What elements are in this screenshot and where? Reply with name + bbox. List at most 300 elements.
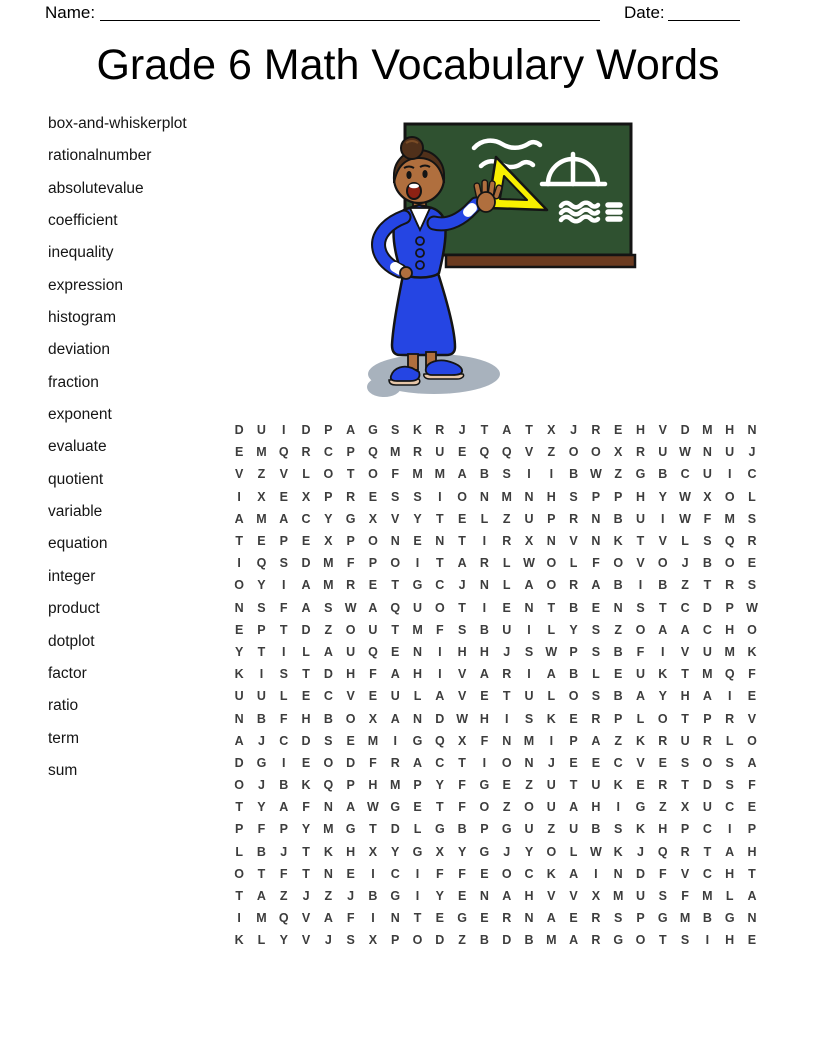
grid-letter: K	[613, 534, 623, 549]
grid-letter: P	[346, 534, 355, 549]
grid-letter: A	[546, 667, 556, 682]
grid-letter: M	[256, 445, 267, 460]
grid-letter: S	[725, 755, 734, 770]
grid-letter: A	[279, 800, 289, 815]
grid-letter: A	[457, 467, 467, 482]
grid-letter: T	[235, 889, 243, 904]
grid-letter: O	[412, 933, 423, 948]
grid-letter: T	[547, 600, 556, 615]
grid-letter: Y	[234, 644, 244, 659]
grid-letter: G	[724, 911, 735, 926]
grid-letter: A	[279, 511, 289, 526]
grid-letter: O	[747, 733, 757, 748]
grid-letter: O	[501, 866, 512, 881]
grid-letter: Y	[658, 489, 667, 504]
grid-letter: H	[591, 800, 601, 815]
grid-letter: B	[569, 600, 579, 615]
grid-letter: N	[524, 489, 534, 504]
grid-letter: U	[256, 423, 266, 438]
grid-letter: P	[279, 822, 288, 837]
grid-letter: R	[301, 445, 311, 460]
grid-letter: N	[524, 755, 534, 770]
grid-letter: F	[346, 911, 355, 926]
grid-letter: S	[591, 689, 601, 704]
word-list-item: integer	[48, 567, 96, 585]
grid-letter: S	[324, 733, 333, 748]
grid-letter: O	[524, 800, 534, 815]
grid-letter: U	[346, 644, 356, 659]
grid-letter: J	[547, 755, 555, 770]
page-title: Grade 6 Math Vocabulary Words	[96, 41, 720, 89]
grid-letter: E	[569, 911, 578, 926]
grid-letter: I	[549, 733, 554, 748]
grid-letter: E	[234, 622, 244, 637]
grid-letter: Q	[501, 445, 512, 460]
grid-letter: H	[725, 622, 735, 637]
grid-letter: B	[613, 511, 623, 526]
grid-letter: K	[546, 711, 556, 726]
word-list-item: equation	[48, 535, 108, 553]
grid-letter: R	[346, 489, 356, 504]
grid-letter: G	[390, 800, 401, 815]
grid-letter: L	[725, 733, 734, 748]
grid-letter: I	[527, 622, 531, 637]
grid-letter: H	[635, 489, 645, 504]
grid-letter: B	[613, 644, 623, 659]
grid-letter: R	[435, 423, 445, 438]
grid-letter: P	[346, 778, 355, 793]
grid-letter: R	[591, 423, 601, 438]
grid-letter: V	[658, 534, 667, 549]
grid-letter: C	[702, 622, 712, 637]
grid-letter: C	[390, 866, 400, 881]
grid-letter: G	[256, 755, 267, 770]
grid-letter: H	[368, 778, 378, 793]
grid-letter: B	[702, 556, 712, 571]
grid-letter: Z	[614, 733, 623, 748]
grid-letter: K	[234, 667, 244, 682]
grid-letter: I	[282, 644, 286, 659]
grid-letter: T	[636, 534, 645, 549]
teacher-chalkboard-illustration	[362, 113, 648, 405]
grid-letter: O	[390, 556, 401, 571]
grid-letter: S	[680, 755, 690, 770]
grid-letter: W	[679, 489, 691, 504]
grid-letter: T	[502, 689, 511, 704]
grid-letter: I	[259, 667, 264, 682]
grid-letter: D	[702, 778, 712, 793]
grid-letter: W	[344, 600, 357, 615]
grid-letter: S	[569, 489, 578, 504]
grid-letter: Z	[279, 889, 288, 904]
word-list-item: rationalnumber	[48, 147, 152, 165]
word-list-item: sum	[48, 761, 78, 779]
grid-letter: P	[703, 711, 712, 726]
grid-letter: O	[546, 556, 557, 571]
grid-letter: A	[323, 911, 333, 926]
grid-letter: M	[390, 445, 401, 460]
grid-letter: I	[727, 467, 732, 482]
date-label: Date:	[624, 3, 665, 22]
grid-letter: G	[635, 800, 646, 815]
grid-letter: F	[279, 866, 288, 881]
grid-letter: G	[412, 578, 423, 593]
grid-letter: I	[661, 511, 665, 526]
grid-letter: B	[479, 467, 489, 482]
grid-letter: I	[371, 911, 375, 926]
grid-letter: U	[256, 689, 266, 704]
grid-letter: U	[702, 644, 712, 659]
grid-letter: A	[479, 667, 489, 682]
grid-letter: U	[725, 445, 735, 460]
grid-letter: W	[589, 467, 602, 482]
grid-letter: G	[613, 933, 624, 948]
grid-letter: T	[257, 866, 266, 881]
grid-letter: I	[482, 534, 487, 549]
grid-letter: Z	[502, 800, 511, 815]
grid-letter: D	[390, 822, 400, 837]
grid-letter: I	[393, 733, 397, 748]
grid-letter: T	[369, 822, 377, 837]
grid-letter: P	[614, 711, 623, 726]
grid-letter: M	[612, 889, 624, 904]
grid-letter: S	[524, 711, 534, 726]
grid-letter: K	[613, 844, 623, 859]
grid-letter: O	[724, 489, 735, 504]
grid-letter: Y	[257, 578, 266, 593]
word-list-item: product	[48, 600, 100, 618]
grid-letter: A	[635, 689, 645, 704]
grid-letter: M	[501, 489, 512, 504]
grid-letter: K	[635, 822, 645, 837]
grid-letter: L	[569, 844, 578, 859]
grid-letter: E	[346, 866, 355, 881]
grid-letter: I	[371, 866, 375, 881]
word-list-item: quotient	[48, 470, 104, 488]
grid-letter: N	[234, 711, 244, 726]
grid-letter: T	[681, 778, 689, 793]
grid-letter: V	[569, 889, 578, 904]
grid-letter: V	[547, 889, 556, 904]
grid-letter: B	[457, 822, 467, 837]
grid-letter: B	[479, 933, 489, 948]
grid-letter: D	[234, 755, 244, 770]
grid-letter: D	[435, 933, 445, 948]
grid-letter: T	[458, 755, 466, 770]
grid-letter: A	[569, 866, 579, 881]
grid-letter: N	[747, 911, 757, 926]
grid-letter: V	[279, 467, 288, 482]
grid-letter: F	[636, 644, 645, 659]
grid-letter: V	[680, 644, 690, 659]
grid-letter: S	[725, 778, 734, 793]
grid-letter: E	[391, 644, 400, 659]
grid-letter: C	[702, 866, 712, 881]
grid-letter: I	[237, 911, 241, 926]
grid-letter: R	[680, 844, 690, 859]
grid-letter: E	[413, 800, 422, 815]
grid-letter: N	[323, 800, 333, 815]
grid-letter: X	[324, 534, 333, 549]
grid-letter: X	[457, 733, 467, 748]
grid-letter: A	[390, 667, 400, 682]
grid-letter: C	[680, 467, 690, 482]
grid-letter: R	[591, 911, 601, 926]
grid-letter: A	[502, 423, 512, 438]
grid-letter: Q	[368, 644, 378, 659]
grid-letter: T	[279, 622, 288, 637]
grid-letter: A	[569, 800, 579, 815]
grid-letter: L	[302, 467, 310, 482]
grid-letter: X	[368, 711, 378, 726]
grid-letter: T	[391, 578, 400, 593]
grid-letter: V	[636, 556, 645, 571]
grid-letter: A	[747, 889, 757, 904]
grid-letter: U	[546, 800, 556, 815]
chalk-wavy-lines	[561, 203, 620, 222]
grid-letter: G	[412, 733, 423, 748]
grid-letter: T	[302, 667, 310, 682]
grid-letter: N	[479, 489, 489, 504]
grid-letter: N	[591, 534, 601, 549]
grid-letter: F	[703, 511, 712, 526]
grid-letter: H	[658, 822, 668, 837]
grid-letter: L	[502, 578, 511, 593]
grid-letter: X	[591, 889, 601, 904]
grid-letter: Q	[368, 445, 378, 460]
grid-letter: M	[323, 556, 334, 571]
word-list-item: deviation	[48, 341, 111, 359]
grid-letter: I	[727, 822, 732, 837]
word-list-item: factor	[48, 664, 87, 682]
grid-letter: N	[546, 534, 556, 549]
grid-letter: M	[256, 911, 267, 926]
grid-letter: J	[324, 933, 332, 948]
grid-letter: E	[636, 778, 645, 793]
grid-letter: G	[390, 889, 401, 904]
grid-letter: O	[635, 933, 646, 948]
grid-letter: H	[346, 844, 356, 859]
grid-letter: Y	[435, 889, 444, 904]
grid-letter: E	[614, 667, 623, 682]
grid-letter: B	[591, 822, 601, 837]
grid-letter: Q	[390, 600, 401, 615]
grid-letter: F	[436, 622, 444, 637]
grid-letter: F	[257, 822, 266, 837]
grid-letter: R	[591, 711, 601, 726]
grid-letter: F	[748, 667, 756, 682]
grid-letter: G	[412, 844, 423, 859]
grid-letter: F	[658, 866, 667, 881]
grid-letter: X	[368, 511, 378, 526]
grid-letter: T	[681, 667, 689, 682]
grid-letter: A	[234, 733, 244, 748]
grid-letter: J	[302, 889, 310, 904]
grid-letter: H	[346, 667, 356, 682]
grid-letter: R	[479, 556, 489, 571]
grid-letter: Q	[479, 445, 490, 460]
chalk-tray-shape	[446, 255, 635, 267]
grid-letter: U	[524, 511, 534, 526]
grid-letter: E	[234, 445, 244, 460]
grid-letter: V	[301, 933, 311, 948]
grid-letter: E	[569, 755, 578, 770]
grid-letter: F	[480, 733, 489, 748]
grid-letter: Y	[457, 844, 467, 859]
grid-letter: R	[725, 711, 735, 726]
grid-letter: T	[436, 800, 444, 815]
grid-letter: L	[279, 689, 288, 704]
grid-letter: O	[702, 755, 713, 770]
grid-letter: P	[547, 511, 556, 526]
grid-letter: E	[257, 534, 266, 549]
grid-letter: I	[616, 800, 620, 815]
word-list-item: absolutevalue	[48, 179, 144, 197]
grid-letter: M	[323, 578, 334, 593]
grid-letter: W	[545, 644, 558, 659]
grid-letter: X	[680, 800, 690, 815]
grid-letter: A	[301, 600, 311, 615]
grid-letter: X	[301, 489, 311, 504]
grid-letter: D	[323, 667, 333, 682]
grid-letter: R	[569, 511, 579, 526]
grid-letter: K	[613, 778, 623, 793]
grid-letter: U	[635, 889, 645, 904]
grid-letter: V	[524, 445, 534, 460]
grid-letter: C	[435, 755, 445, 770]
grid-letter: L	[302, 644, 310, 659]
grid-letter: F	[346, 556, 355, 571]
grid-letter: A	[457, 556, 467, 571]
grid-letter: R	[569, 578, 579, 593]
grid-letter: A	[680, 622, 690, 637]
grid-letter: R	[390, 755, 400, 770]
grid-letter: L	[235, 844, 243, 859]
grid-letter: K	[301, 778, 311, 793]
grid-letter: A	[502, 889, 512, 904]
grid-letter: Z	[324, 622, 333, 637]
grid-letter: S	[279, 667, 288, 682]
grid-letter: G	[345, 511, 356, 526]
grid-letter: I	[415, 556, 420, 571]
grid-letter: W	[679, 511, 691, 526]
grid-letter: M	[679, 911, 691, 926]
grid-letter: V	[680, 866, 690, 881]
grid-letter: E	[301, 755, 311, 770]
grid-letter: I	[594, 866, 598, 881]
grid-letter: H	[546, 489, 556, 504]
grid-letter: J	[257, 733, 265, 748]
grid-letter: U	[702, 800, 712, 815]
grid-letter: C	[524, 866, 534, 881]
grid-letter: O	[724, 556, 735, 571]
grid-letter: O	[368, 534, 378, 549]
grid-letter: A	[747, 755, 757, 770]
grid-letter: A	[591, 578, 601, 593]
grid-letter: L	[569, 556, 578, 571]
grid-letter: T	[525, 423, 533, 438]
grid-letter: D	[234, 423, 244, 438]
grid-letter: I	[527, 667, 531, 682]
grid-letter: O	[546, 578, 557, 593]
grid-letter: T	[458, 600, 466, 615]
grid-letter: A	[435, 689, 445, 704]
grid-letter: U	[546, 778, 556, 793]
grid-letter: L	[502, 556, 511, 571]
grid-letter: K	[413, 423, 423, 438]
word-list-item: coefficient	[48, 212, 118, 230]
grid-letter: X	[435, 844, 444, 859]
grid-letter: P	[391, 933, 400, 948]
grid-letter: E	[368, 489, 378, 504]
grid-letter: N	[702, 445, 712, 460]
grid-letter: I	[282, 423, 286, 438]
grid-letter: A	[546, 911, 556, 926]
grid-letter: U	[390, 689, 400, 704]
grid-letter: N	[524, 600, 534, 615]
grid-letter: X	[703, 489, 712, 504]
grid-letter: L	[257, 933, 266, 948]
grid-letter: O	[234, 778, 245, 793]
grid-letter: B	[256, 844, 266, 859]
grid-letter: D	[301, 622, 311, 637]
grid-letter: G	[501, 822, 512, 837]
grid-letter: E	[301, 534, 311, 549]
word-list-item: ratio	[48, 697, 79, 715]
grid-letter: B	[279, 778, 289, 793]
grid-letter: E	[457, 511, 467, 526]
grid-letter: Y	[435, 778, 444, 793]
grid-letter: V	[747, 711, 757, 726]
grid-letter: H	[479, 644, 489, 659]
grid-letter: L	[725, 889, 734, 904]
grid-letter: S	[502, 467, 511, 482]
grid-letter: E	[658, 755, 667, 770]
grid-letter: H	[725, 933, 735, 948]
grid-letter: I	[438, 644, 442, 659]
grid-letter: I	[482, 600, 487, 615]
grid-letter: G	[345, 822, 356, 837]
grid-letter: U	[591, 778, 601, 793]
grid-letter: U	[702, 467, 712, 482]
grid-letter: C	[702, 822, 712, 837]
grid-letter: S	[346, 933, 355, 948]
grid-letter: U	[635, 667, 645, 682]
grid-letter: I	[638, 578, 643, 593]
grid-letter: J	[637, 844, 644, 859]
grid-letter: Y	[569, 622, 578, 637]
grid-letter: T	[658, 600, 667, 615]
grid-letter: U	[435, 445, 445, 460]
grid-letter: E	[502, 600, 511, 615]
grid-letter: J	[681, 556, 689, 571]
grid-letter: S	[636, 600, 645, 615]
grid-letter: A	[569, 933, 579, 948]
grid-letter: A	[591, 733, 601, 748]
grid-letter: B	[368, 889, 378, 904]
grid-letter: B	[702, 911, 712, 926]
word-list-item: dotplot	[48, 632, 95, 650]
grid-letter: G	[657, 911, 668, 926]
grid-letter: F	[681, 889, 689, 904]
word-list-item: evaluate	[48, 438, 107, 456]
grid-letter: I	[705, 933, 710, 948]
grid-letter: T	[681, 711, 689, 726]
grid-letter: V	[391, 511, 400, 526]
grid-letter: J	[748, 445, 756, 460]
grid-letter: R	[658, 778, 668, 793]
grid-letter: H	[301, 711, 311, 726]
